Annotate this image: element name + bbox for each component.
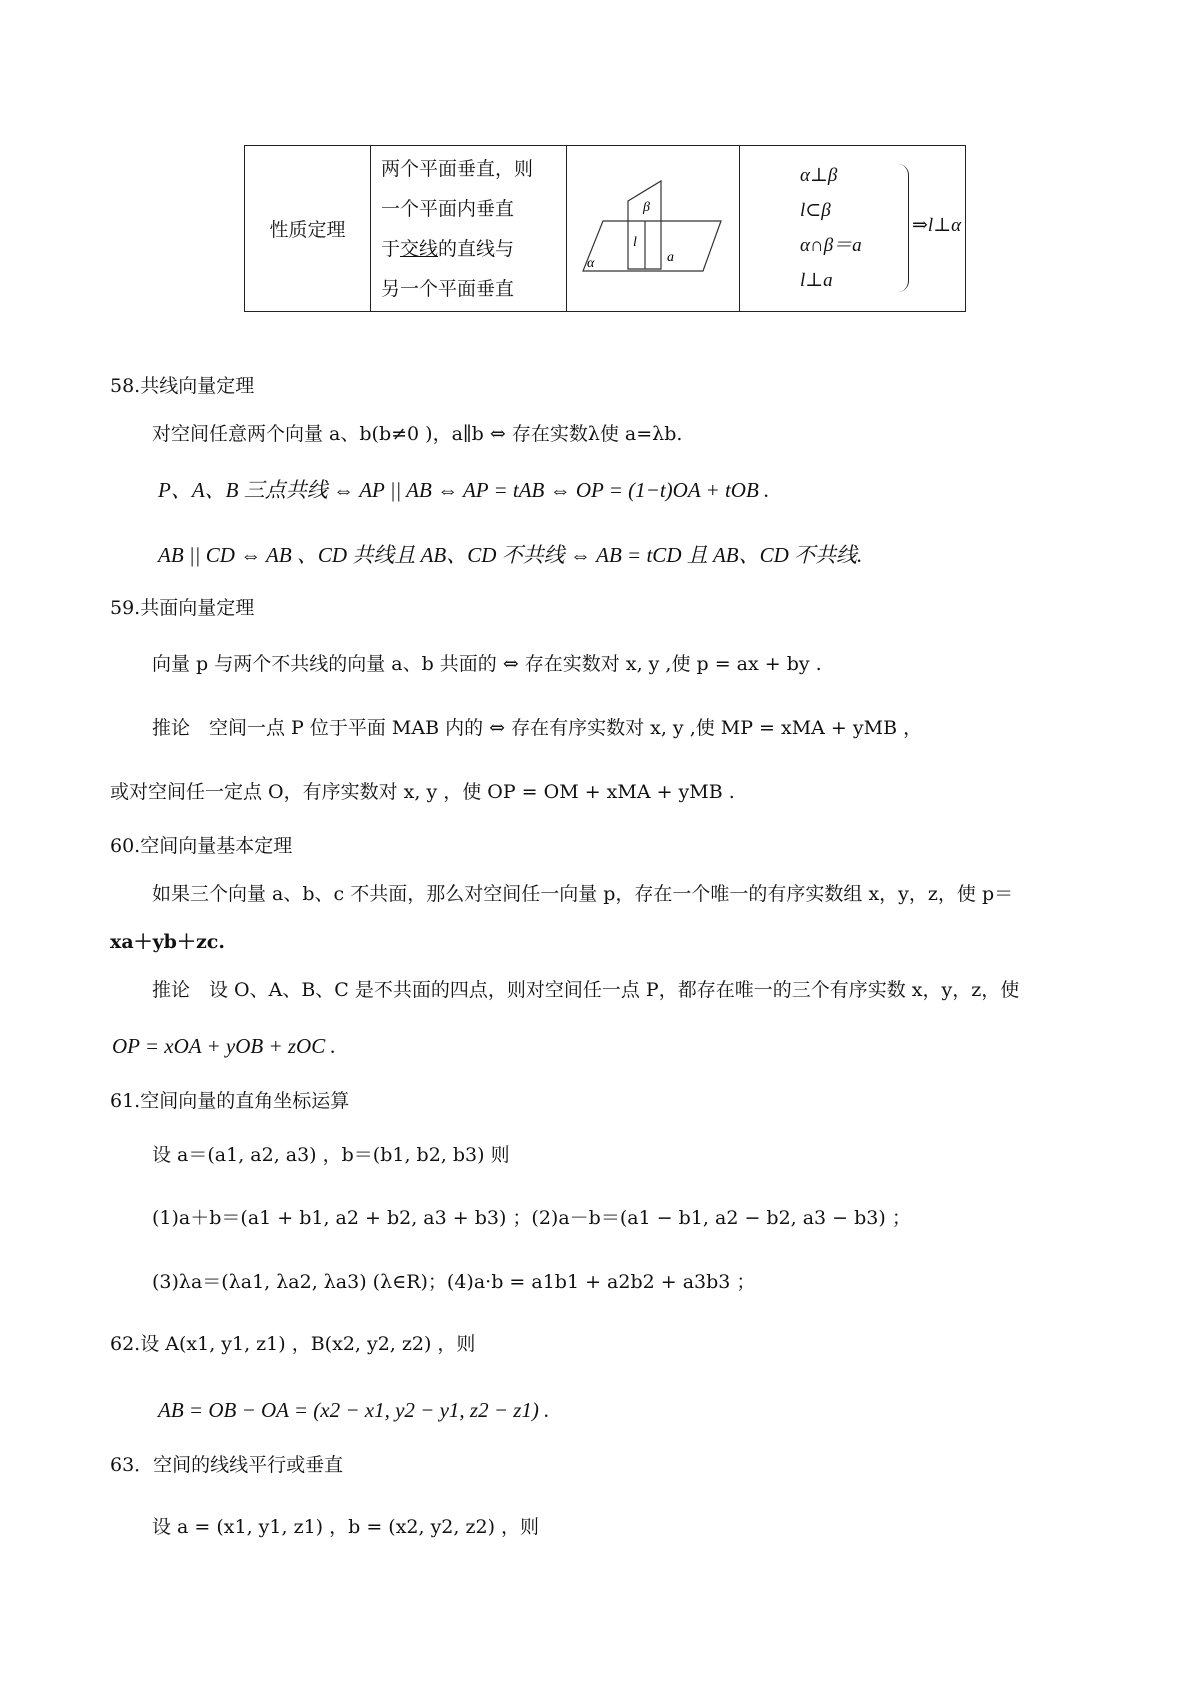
theorem-desc-line: 另一个平面垂直	[381, 277, 515, 300]
label-beta: β	[643, 200, 650, 215]
symbol-line: l⊥a	[800, 270, 833, 291]
symbol-line: l⊂β	[800, 200, 831, 221]
theorem-table	[244, 145, 966, 312]
section-60-line-2: xa＋yb＋zc.	[110, 931, 225, 953]
theorem-desc-line: 于交线的直线与	[381, 237, 515, 260]
label-a: a	[667, 250, 674, 265]
theorem-name: 性质定理	[269, 219, 346, 241]
section-58-line-3: AB || CD ⇔ AB 、CD 共线且 AB、CD 不共线 ⇔ AB = tCD 且 AB、CD 不共线.	[158, 543, 863, 567]
section-61-line-3: (3)λa＝(λa1, λa2, λa3) (λ∈R)；(4)a·b = a1b1 + a2b2 + a3b3 ；	[152, 1271, 756, 1293]
symbol-line: α⊥β	[800, 165, 838, 186]
section-61-heading: 61.空间向量的直角坐标运算	[110, 1090, 350, 1112]
section-62-line-1: AB = OB − OA = (x2 − x1, y2 − y1, z2 − z1) .	[158, 1398, 550, 1422]
conclusion: ⇒l⊥α	[912, 215, 962, 236]
theorem-figure-cell	[567, 146, 740, 312]
section-58-line-1: 对空间任意两个向量 a、b(b≠0 )，a∥b ⇔ 存在实数λ使 a=λb.	[152, 423, 683, 445]
section-61-line-2: (1)a＋b＝(a1 + b1, a2 + b2, a3 + b3) ；(2)a－b＝(a1 − b1, a2 − b2, a3 − b3) ；	[152, 1207, 911, 1229]
theorem-name-cell	[245, 146, 371, 312]
section-59-line-3: 或对空间任一定点 O，有序实数对 x, y ，使 OP = OM + xMA + yMB .	[110, 781, 735, 803]
section-58-heading: 58.共线向量定理	[110, 375, 255, 397]
right-brace	[898, 164, 909, 292]
section-59-line-1: 向量 p 与两个不共线的向量 a、b 共面的 ⇔ 存在实数对 x, y ,使 p = ax + by .	[152, 653, 822, 675]
symbol-line: α∩β＝a	[800, 235, 862, 256]
label-alpha: α	[587, 256, 595, 271]
section-60-line-1: 如果三个向量 a、b、c 不共面，那么对空间任一向量 p，存在一个唯一的有序实数组 x，y，z，使 p＝	[152, 883, 1014, 905]
section-60-line-3: 推论 设 O、A、B、C 是不共面的四点，则对空间任一点 P，都存在唯一的三个有序实数 x，y，z，使	[152, 979, 1020, 1001]
plane-alpha	[583, 221, 721, 271]
section-63-heading: 63．空间的线线平行或垂直	[110, 1454, 344, 1476]
section-60-heading: 60.空间向量基本定理	[110, 835, 293, 857]
theorem-description-cell	[371, 146, 567, 312]
section-62-heading: 62.设 A(x1, y1, z1) ，B(x2, y2, z2) ，则	[110, 1333, 476, 1355]
theorem-desc-line: 两个平面垂直，则	[381, 157, 534, 180]
label-l: l	[633, 235, 637, 250]
section-59-heading: 59.共面向量定理	[110, 597, 255, 619]
section-58-line-2: P、A、B 三点共线 ⇔ AP || AB ⇔ AP = tAB ⇔ OP = (1−t)OA + tOB .	[158, 478, 770, 502]
section-61-line-1: 设 a＝(a1, a2, a3) ，b＝(b1, b2, b3) 则	[152, 1144, 510, 1166]
section-59-line-2: 推论 空间一点 P 位于平面 MAB 内的 ⇔ 存在有序实数对 x, y ,使 MP = xMA + yMB ，	[152, 717, 923, 739]
theorem-symbols-cell	[740, 146, 966, 312]
underlined-term: 交线	[400, 237, 439, 260]
perpendicular-planes-figure	[573, 161, 733, 291]
section-60-line-4: OP = xOA + yOB + zOC .	[112, 1034, 336, 1058]
theorem-desc-line: 一个平面内垂直	[381, 197, 515, 220]
section-63-line-1: 设 a = (x1, y1, z1) ，b = (x2, y2, z2) ，则	[152, 1516, 540, 1538]
